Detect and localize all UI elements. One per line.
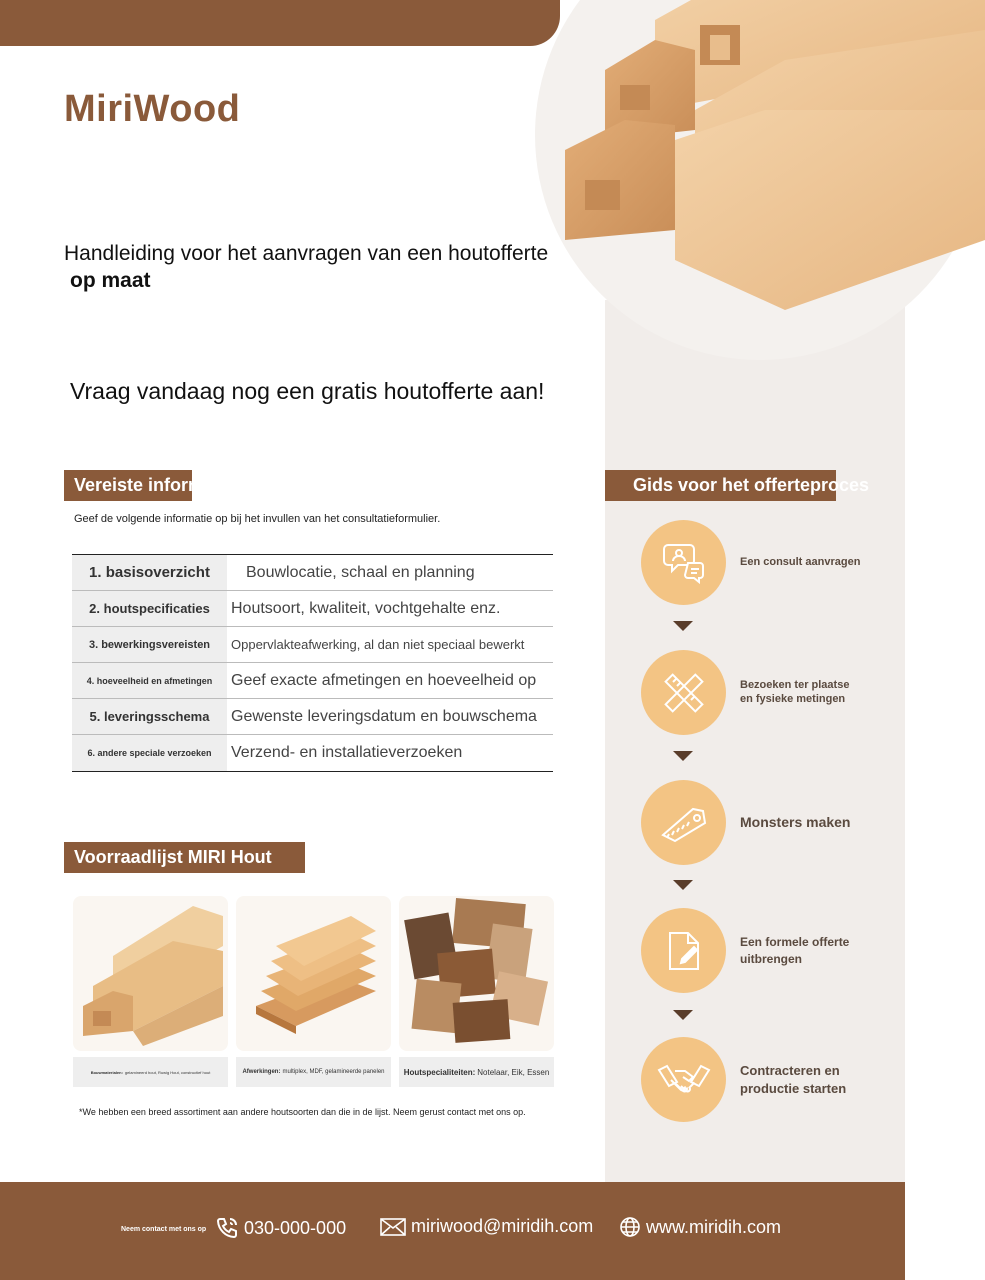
handshake-icon (657, 1058, 711, 1102)
step-label-5: Contracteren en productie starten (740, 1063, 847, 1096)
stock-caption-label: Bouwmaterialen: (90, 1069, 123, 1075)
contact-label: Neem contact met ons op (121, 1226, 207, 1233)
row-label: 3. bewerkingsvereisten (72, 627, 227, 662)
step-arrow-icon (673, 621, 693, 631)
table-row (72, 663, 553, 699)
stock-item-specialties (399, 896, 554, 1088)
stock-caption (399, 1057, 554, 1087)
step-label-3: Monsters maken (740, 814, 851, 830)
row-label: 1. basisoverzicht (72, 555, 227, 590)
row-label: 5. leveringsschema (72, 699, 227, 734)
step-circle-5 (641, 1037, 726, 1122)
stock-list-header: Voorraadlijst MIRI Hout (64, 842, 305, 873)
required-info-table (72, 554, 553, 772)
row-label: 6. andere speciale verzoeken (72, 735, 227, 771)
step-label-4: Een formele offerte uitbrengen (740, 935, 850, 966)
footer-bar (0, 1182, 905, 1280)
hero-wood-beams-image (535, 0, 985, 360)
stock-item-construction (73, 896, 228, 1088)
table-row (72, 591, 553, 627)
step-circle-3 (641, 780, 726, 865)
title-line-2: op maat (70, 269, 151, 292)
stock-caption (236, 1057, 391, 1087)
step-circle-2 (641, 650, 726, 735)
row-value: Geef exacte afmetingen en hoeveelheid op (231, 671, 537, 689)
row-label: 4. hoeveelheid en afmetingen (72, 663, 227, 698)
brand-logo-text: MiriWood (64, 88, 241, 130)
step-circle-1 (641, 520, 726, 605)
stock-footnote: *We hebben een breed assortiment aan andere houtsoorten dan die in de lijst. Neem gerust contact met ons op. (79, 1107, 526, 1117)
stock-caption (73, 1057, 228, 1087)
row-value: Gewenste leveringsdatum en bouwschema (231, 707, 537, 725)
row-value: Verzend- en installatieverzoeken (231, 744, 463, 761)
tagline: Vraag vandaag nog een gratis houtofferte aan! (70, 378, 545, 404)
process-header: Gids voor het offerteproces (605, 470, 836, 501)
stock-caption-text: multiplex, MDF, gelamineerde panelen (282, 1069, 385, 1075)
mail-icon (380, 1217, 406, 1237)
ruler-pencil-icon (659, 668, 709, 718)
row-value: Houtsoort, kwaliteit, vochtgehalte enz. (231, 599, 501, 617)
stock-caption-text: Notelaar, Eik, Essen (477, 1067, 550, 1077)
right-side-panel (605, 300, 905, 1182)
stock-item-finishes (236, 896, 391, 1088)
wood-samples-image (399, 896, 554, 1051)
stock-caption-text: gelamineerd hout, Ruwig Hout, constructief hout (124, 1069, 211, 1075)
document-title (64, 240, 604, 294)
email-contact[interactable] (380, 1216, 593, 1237)
stock-caption-label: Afwerkingen: (242, 1069, 281, 1075)
step-arrow-icon (673, 751, 693, 761)
table-row (72, 699, 553, 735)
globe-icon (619, 1216, 641, 1238)
phone-contact[interactable] (215, 1216, 346, 1240)
title-line-1: Handleiding voor het aanvragen van een houtofferte (64, 242, 549, 265)
step-arrow-icon (673, 1010, 693, 1020)
required-info-intro: Geef de volgende informatie op bij het invullen van het consultatieformulier. (74, 513, 441, 525)
step-arrow-icon (673, 880, 693, 890)
email-address: miriwood@miridih.com (411, 1216, 594, 1236)
stock-caption-label: Houtspecialiteiten: (403, 1067, 476, 1077)
website-contact[interactable] (619, 1216, 781, 1238)
table-row (72, 555, 553, 591)
website-url: www.miridih.com (646, 1216, 782, 1237)
required-info-header: Vereiste informatie (64, 470, 192, 501)
step-label-2: Bezoeken ter plaatse en fysieke metingen (740, 679, 850, 705)
row-label: 2. houtspecificaties (72, 591, 227, 626)
table-row (72, 735, 553, 771)
table-row (72, 627, 553, 663)
stacked-panels-image (236, 896, 391, 1051)
document-pen-icon (662, 929, 706, 973)
saw-icon (659, 801, 709, 845)
top-banner-bar (0, 0, 560, 46)
consult-chat-icon (662, 541, 706, 585)
row-value: Bouwlocatie, schaal en planning (246, 563, 475, 581)
phone-icon (215, 1216, 239, 1240)
stacked-beams-image (73, 896, 228, 1051)
phone-number: 030-000-000 (244, 1217, 347, 1238)
step-circle-4 (641, 908, 726, 993)
step-label-1: Een consult aanvragen (740, 556, 861, 568)
row-value: Oppervlakteafwerking, al dan niet speciaal bewerkt (231, 637, 525, 652)
